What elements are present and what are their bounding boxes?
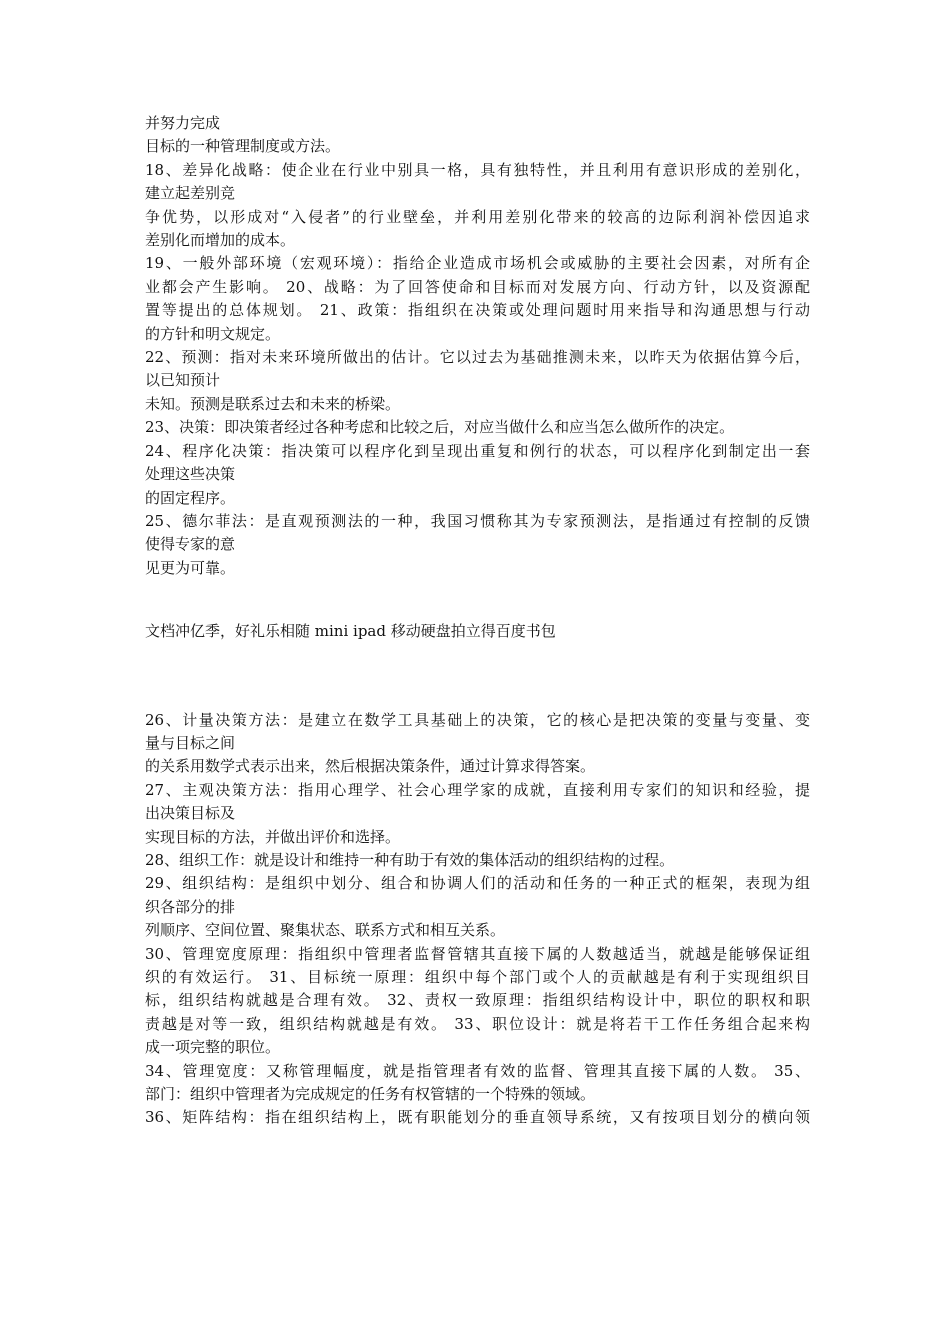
text-line: 差别化而增加的成本。 <box>145 231 296 250</box>
text-line: 19、一般外部环境（宏观环境）：指给企业造成市场机会或威胁的主要社会因素，对所有企 <box>145 254 810 273</box>
text-line: 部门：组织中管理者为完成规定的任务有权管辖的一个特殊的领域。 <box>145 1085 596 1104</box>
text-line: 34、管理宽度：又称管理幅度，就是指管理者有效的监督、管理其直接下属的人数。 35、 <box>145 1061 810 1080</box>
text-line: 并努力完成 <box>145 114 221 132</box>
text-line: 28、组织工作：就是设计和维持一种有助于有效的集体活动的组织结构的过程。 <box>145 850 675 869</box>
text-line: 27、主观决策方法：指用心理学、社会心理学家的成就，直接利用专家们的知识和经验，提 <box>145 780 810 799</box>
text-line: 18、差异化战略：使企业在行业中别具一格，具有独特性，并且利用有意识形成的差别化， <box>145 160 810 179</box>
text-line: 26、计量决策方法：是建立在数学工具基础上的决策，它的核心是把决策的变量与变量、变 <box>145 710 810 729</box>
text-line: 置等提出的总体规划。 21、政策：指组织在决策或处理问题时用来指导和沟通思想与行动 <box>145 301 810 320</box>
text-line: 的固定程序。 <box>145 488 236 507</box>
document-section-2 <box>145 709 810 1130</box>
text-line: 责越是对等一致，组织结构就越是有效。 33、职位设计：就是将若干工作任务组合起来构 <box>145 1014 810 1033</box>
spacer <box>145 580 810 620</box>
text-line: 列顺序、空间位置、聚集状态、联系方式和相互关系。 <box>145 921 506 940</box>
text-line: 见更为可靠。 <box>145 558 236 577</box>
document-page <box>145 112 810 1130</box>
text-line: 目标的一种管理制度或方法。 <box>145 137 341 156</box>
spacer <box>145 644 810 709</box>
text-line: 29、组织结构：是组织中划分、组合和协调人们的活动和任务的一种正式的框架，表现为组 <box>145 874 810 893</box>
text-line: 量与目标之间 <box>145 733 236 752</box>
text-line: 业都会产生影响。 20、战略：为了回答使命和目标而对发展方向、行动方针，以及资源配 <box>145 277 810 296</box>
ad-banner-text: 文档冲亿季，好礼乐相随 mini ipad 移动硬盘拍立得百度书包 <box>145 622 556 641</box>
text-line: 36、矩阵结构：指在组织结构上，既有职能划分的垂直领导系统，又有按项目划分的横向领 <box>145 1108 810 1127</box>
text-line: 争优势，以形成对“入侵者”的行业壁垒，并利用差别化带来的较高的边际利润补偿因追求 <box>145 207 810 226</box>
text-line: 使得专家的意 <box>145 535 236 554</box>
text-line: 的方针和明文规定。 <box>145 324 281 343</box>
text-line: 织各部分的排 <box>145 897 236 916</box>
text-line: 处理这些决策 <box>145 465 236 484</box>
text-line: 建立起差别竞 <box>145 184 236 203</box>
text-line: 成一项完整的职位。 <box>145 1038 281 1057</box>
text-line: 22、预测：指对未来环境所做出的估计。它以过去为基础推测未来，以昨天为依据估算今后， <box>145 348 810 367</box>
text-line: 未知。预测是联系过去和未来的桥梁。 <box>145 394 401 413</box>
text-line: 标，组织结构就越是合理有效。 32、责权一致原理：指组织结构设计中，职位的职权和职 <box>145 991 810 1010</box>
document-section-1 <box>145 112 810 580</box>
text-line: 的关系用数学式表示出来，然后根据决策条件，通过计算求得答案。 <box>145 757 596 776</box>
text-line: 以已知预计 <box>145 371 221 390</box>
text-line: 24、程序化决策：指决策可以程序化到呈现出重复和例行的状态，可以程序化到制定出一套 <box>145 441 810 460</box>
text-line: 25、德尔菲法：是直观预测法的一种，我国习惯称其为专家预测法，是指通过有控制的反馈 <box>145 511 810 530</box>
text-line: 30、管理宽度原理：指组织中管理者监督管辖其直接下属的人数越适当，就越是能够保证组 <box>145 944 810 963</box>
text-line: 织的有效运行。 31、目标统一原理：组织中每个部门或个人的贡献越是有利于实现组织目 <box>145 968 810 986</box>
text-line: 实现目标的方法，并做出评价和选择。 <box>145 827 401 846</box>
text-line: 23、决策：即决策者经过各种考虑和比较之后，对应当做什么和应当怎么做所作的决定。 <box>145 418 735 437</box>
text-line: 出决策目标及 <box>145 804 236 823</box>
